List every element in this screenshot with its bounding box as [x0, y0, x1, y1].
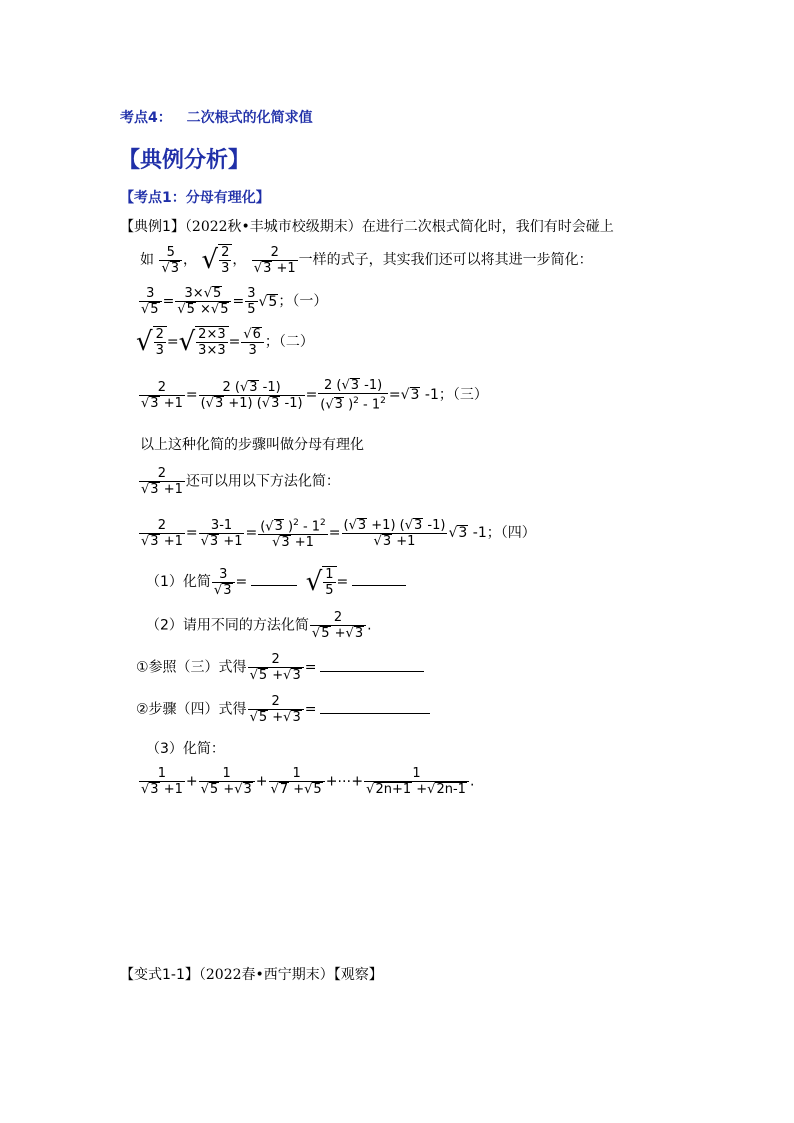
mark-four: ；（四） — [486, 525, 536, 542]
example-intro: 在进行二次根式简化时，我们有时会碰上 — [361, 219, 614, 235]
q3-label: （3）化简： — [146, 741, 225, 757]
root-2-over-3: √ $\frac{2}{3}$ — [201, 244, 232, 276]
q3-expression: $\frac{1}{√3 +1}$ + $\frac{1}{√5 +√3}$ + $\frac{1}{√7 +√5}$ +⋯+ $\frac{1}{√2n+1 +√2n-1}$ . — [141, 766, 475, 797]
equation-two: √ $\frac{2}{3}$ =√ $\frac{2\times 3}{3\times 3}$ = $\frac{√6}{3}$ ；（二） — [136, 326, 314, 358]
mark-three: ；（三） — [438, 387, 488, 404]
example-label: 【典例1】 — [120, 219, 185, 235]
section-banner: 【典例分析】 — [118, 147, 251, 173]
q2a-label: ①参照（三）式得 — [136, 659, 247, 676]
example-source: （2022秋•丰城市校级期末） — [184, 219, 362, 235]
question-2a: ①参照（三）式得 $\frac{2}{√5 +√3}$ = — [136, 652, 424, 683]
conclusion-text: 以上这种化简的步骤叫做分母有理化 — [140, 437, 364, 453]
fraction-5-over-root3: $\frac{5}{√3}$ — [159, 245, 182, 276]
example-forms-line: 如 $\frac{5}{√3}$ ， √ $\frac{2}{3}$ ， $\frac{2}{√3 +1}$ 一样的式子，其实我们还可以将其进一步简化： — [140, 244, 593, 276]
question-1: （1）化简 $\frac{3}{√3}$ = √ $\frac{1}{5}$ = — [146, 566, 406, 598]
mark-one: ；（一） — [278, 293, 328, 310]
mark-two: ；（二） — [264, 334, 314, 350]
topic-heading — [120, 109, 313, 127]
ru-text: 如 — [140, 252, 154, 268]
variant-label: 【变式1-1】 — [120, 967, 199, 983]
q2b-label: ②步骤（四）式得 — [136, 701, 247, 718]
q1-label: （1）化简 — [146, 574, 211, 590]
topic-title: 二次根式的化简求值 — [186, 110, 313, 126]
forms-tail: 一样的式子，其实我们还可以将其进一步简化： — [298, 252, 593, 268]
q2a-answer-blank[interactable] — [320, 671, 424, 672]
variant-line — [120, 966, 383, 984]
question-2: （2）请用不同的方法化简 $\frac{2}{√5 +√3}$ . — [146, 610, 372, 641]
q1-answer-blank-b[interactable] — [352, 585, 406, 586]
q2-label: （2）请用不同的方法化简 — [146, 617, 309, 634]
variant-tail: 【观察】 — [333, 967, 383, 983]
question-2b: ②步骤（四）式得 $\frac{2}{√5 +√3}$ = — [136, 694, 430, 725]
variant-source: （2022春•西宁期末） — [198, 967, 334, 983]
equation-four: $\frac{2}{√3 +1}$ = $\frac{3-1}{√3 +1}$ = $\frac{(√3 )^2 - 1^2}{√3 +1}$ = $\frac{(√3 +1) (√3 -1)}{√3 +1}$ √3 -1；（四） — [141, 517, 536, 551]
q1-answer-blank-a[interactable] — [251, 585, 297, 586]
equation-three: $\frac{2}{√3 +1}$ = $\frac{2 (√3 -1)}{(√3 +1) (√3 -1)}$ = $\frac{2 (√3 -1)}{(√3 )^2 - 1^2}$ =√3 -1；（三） — [141, 378, 488, 413]
equation-one: $\frac{3}{√5}$ = $\frac{3\times√5}{√5 \times√5}$ = $\frac{3}{5}$ √5；（一） — [141, 286, 328, 317]
example-intro-line — [120, 218, 614, 236]
subtopic-heading: 【考点1：分母有理化】 — [120, 190, 270, 206]
topic-number: 考点4： — [120, 110, 172, 126]
q2b-answer-blank[interactable] — [320, 713, 430, 714]
fraction-2-over-root3-plus1: $\frac{2}{√3 +1}$ — [253, 244, 296, 276]
alt-method-line: $\frac{2}{√3 +1}$ 还可以用以下方法化简： — [141, 466, 340, 497]
alt-method-text: 还可以用以下方法化简： — [185, 473, 340, 490]
